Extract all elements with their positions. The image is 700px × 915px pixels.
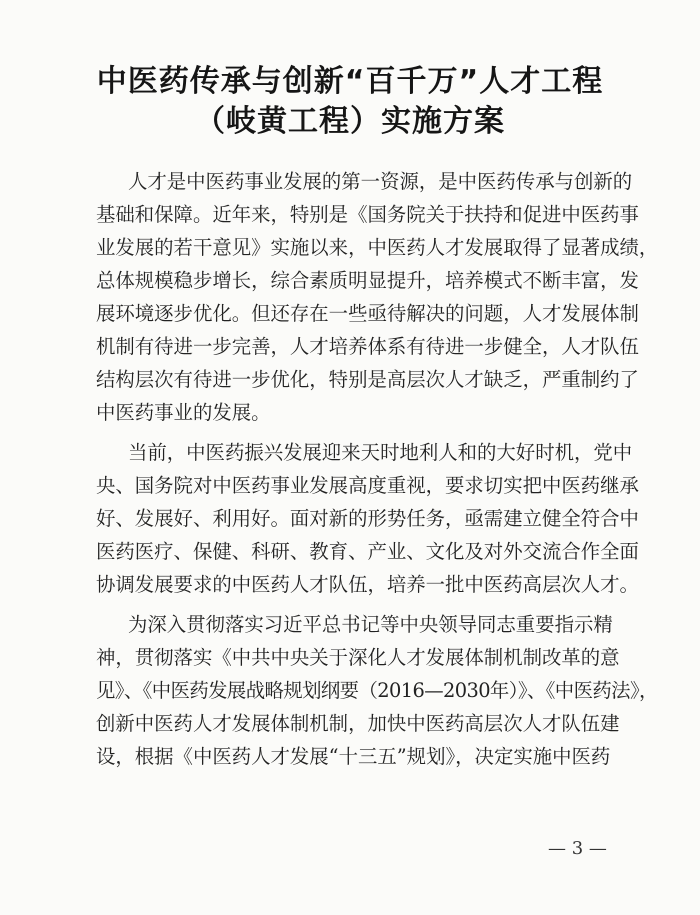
paragraph-3-line-1: 为深入贯彻落实习近平总书记等中央领导同志重要指示精: [128, 613, 613, 636]
paragraph-1-line-2: 基础和保障。近年来，特别是《国务院关于扶持和促进中医药事: [96, 203, 639, 226]
paragraph-2-line-5: 协调发展要求的中医药人才队伍，培养一批中医药高层次人才。: [96, 573, 639, 596]
paragraph-1-line-8: 中医药事业的发展。: [96, 401, 271, 424]
paragraph-2-line-2: 央、国务院对中医药事业发展高度重视，要求切实把中医药继承: [96, 474, 639, 497]
paragraph-3-line-3: 见》、《中医药发展战略规划纲要（2016—2030年）》、《中医药法》，: [96, 679, 658, 702]
paragraph-1-line-6: 机制有待进一步完善，人才培养体系有待进一步健全，人才队伍: [96, 335, 639, 358]
page-number: — 3 —: [548, 838, 607, 859]
paragraph-3-line-5: 设，根据《中医药人才发展“十三五”规划》，决定实施中医药: [96, 745, 611, 768]
paragraph-1-line-3: 业发展的若干意见》实施以来，中医药人才发展取得了显著成绩，: [96, 236, 659, 259]
paragraph-2-line-4: 医药医疗、保健、科研、教育、产业、文化及对外交流合作全面: [96, 540, 639, 563]
paragraph-3-line-4: 创新中医药人才发展体制机制，加快中医药高层次人才队伍建: [96, 712, 620, 735]
paragraph-1-line-5: 展环境逐步优化。但还存在一些亟待解决的问题，人才发展体制: [96, 302, 639, 325]
paragraph-2-line-3: 好、发展好、利用好。面对新的形势任务，亟需建立健全符合中: [96, 507, 639, 530]
paragraph-1-line-1: 人才是中医药事业发展的第一资源，是中医药传承与创新的: [128, 170, 633, 193]
paragraph-3-line-2: 神，贯彻落实《中共中央关于深化人才发展体制机制改革的意: [96, 646, 620, 669]
paragraph-1-line-4: 总体规模稳步增长，综合素质明显提升，培养模式不断丰富，发: [96, 269, 639, 292]
paragraph-2-line-1: 当前，中医药振兴发展迎来天时地利人和的大好时机，党中: [128, 441, 633, 464]
document-title-line-2: （岐黄工程）实施方案: [195, 104, 505, 139]
document-title-line-1: 中医药传承与创新“百千万”人才工程: [96, 64, 604, 99]
paragraph-1-line-7: 结构层次有待进一步优化，特别是高层次人才缺乏，严重制约了: [96, 368, 639, 391]
